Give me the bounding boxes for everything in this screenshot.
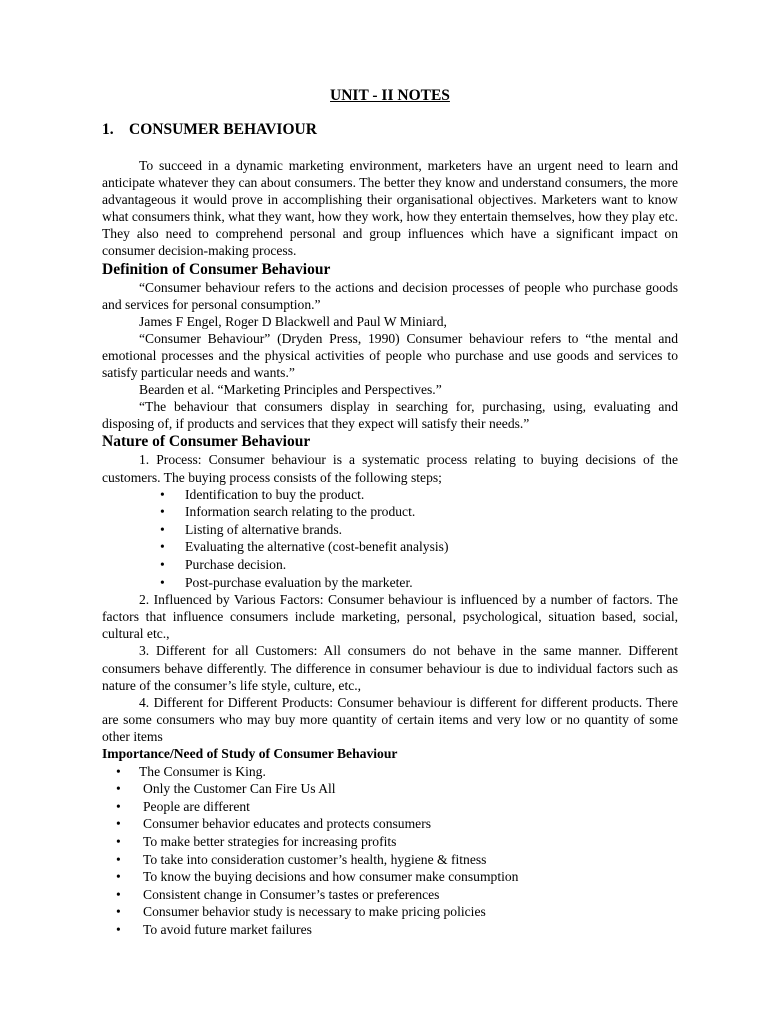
list-item: • Evaluating the alternative (cost-benefit analysis)	[160, 539, 449, 555]
definition-quote-1: “Consumer behaviour refers to the actions and decision processes of people who purchase goods and services for personal consumption.”	[102, 279, 678, 312]
bullet-icon: •	[116, 833, 121, 849]
section-heading	[102, 120, 678, 140]
list-item: • Consumer behavior educates and protects consumers	[116, 816, 432, 832]
nature-point-1: 1. Process: Consumer behaviour is a systematic process relating to buying decisions of the customers. The buying process consists of the following steps;	[102, 452, 678, 485]
list-item: • Information search relating to the product.	[160, 504, 416, 520]
list-item: • To make better strategies for increasing profits	[116, 833, 397, 849]
definition-quote-3: “The behaviour that consumers display in searching for, purchasing, using, evaluating and disposing of, if products and services that they expect will satisfy their needs.”	[102, 399, 678, 432]
importance-heading: Importance/Need of Study of Consumer Behaviour	[102, 746, 398, 761]
buying-process-steps-list	[102, 486, 678, 592]
bullet-icon: •	[160, 574, 165, 590]
intro-paragraph: To succeed in a dynamic marketing environment, marketers have an urgent need to learn and anticipate whatever they can about consumers. The better they know and understand consumers, the more advantageous it would prove in accomplishing their organisational objectives. Marketers want to know what consumers think, what they want, how they work, how they entertain themselves, how they play etc. They also need to comprehend personal and group influences which have a significant impact on consumer decision-making process.	[102, 158, 678, 259]
list-item: • Identification to buy the product.	[160, 486, 365, 502]
bullet-icon: •	[160, 539, 165, 555]
bullet-icon: •	[160, 504, 165, 520]
nature-point-4: 4. Different for Different Products: Consumer behaviour is different for different products. There are some consumers who may buy more quantity of certain items and very low or no quantity of some other items	[102, 694, 678, 744]
bullet-icon: •	[116, 921, 121, 937]
bullet-icon: •	[116, 869, 121, 885]
document-page	[102, 86, 678, 939]
bullet-icon: •	[160, 521, 165, 537]
definition-author-2: Bearden et al. “Marketing Principles and Perspectives.”	[139, 382, 442, 398]
list-item: • Purchase decision.	[160, 556, 287, 572]
list-item: • To take into consideration customer’s health, hygiene & fitness	[116, 851, 487, 867]
nature-heading: Nature of Consumer Behaviour	[102, 433, 311, 451]
list-item: • The Consumer is King.	[116, 763, 266, 779]
nature-point-2: 2. Influenced by Various Factors: Consumer behaviour is influenced by a number of factors. The factors that influence consumers include marketing, personal, psychological, situation based, social, cultural etc.,	[102, 592, 678, 642]
list-item: • People are different	[116, 798, 250, 814]
list-item: • Consistent change in Consumer’s tastes or preferences	[116, 886, 440, 902]
list-item: • Only the Customer Can Fire Us All	[116, 781, 336, 797]
page-title: UNIT - II NOTES	[330, 87, 450, 104]
section-number: 1.	[102, 121, 114, 138]
list-item: • Listing of alternative brands.	[160, 521, 343, 537]
list-item: • To avoid future market failures	[116, 921, 312, 937]
definition-heading: Definition of Consumer Behaviour	[102, 260, 331, 278]
importance-list	[102, 763, 678, 939]
bullet-icon: •	[116, 904, 121, 920]
nature-point-3: 3. Different for all Customers: All consumers do not behave in the same manner. Different consumers behave differently. The difference in consumer behaviour is due to individual factors such as nature of the consumer’s life style, culture, etc.,	[102, 643, 678, 693]
list-item: • To know the buying decisions and how consumer make consumption	[116, 869, 519, 885]
bullet-icon: •	[160, 556, 165, 572]
bullet-icon: •	[160, 486, 165, 502]
definition-quote-2: “Consumer Behaviour” (Dryden Press, 1990) Consumer behaviour refers to “the mental and emotional processes and the physical activities of people who purchase and use goods and services to satisfy particular needs and wants.”	[102, 330, 678, 381]
definition-author-1: James F Engel, Roger D Blackwell and Paul W Miniard,	[139, 313, 447, 329]
bullet-icon: •	[116, 763, 121, 779]
list-item: • Post-purchase evaluation by the marketer.	[160, 574, 413, 590]
bullet-icon: •	[116, 798, 121, 814]
list-item: • Consumer behavior study is necessary to make pricing policies	[116, 904, 486, 920]
bullet-icon: •	[116, 816, 121, 832]
bullet-icon: •	[116, 851, 121, 867]
bullet-icon: •	[116, 886, 121, 902]
section-title-text: CONSUMER BEHAVIOUR	[129, 121, 317, 138]
bullet-icon: •	[116, 781, 121, 797]
